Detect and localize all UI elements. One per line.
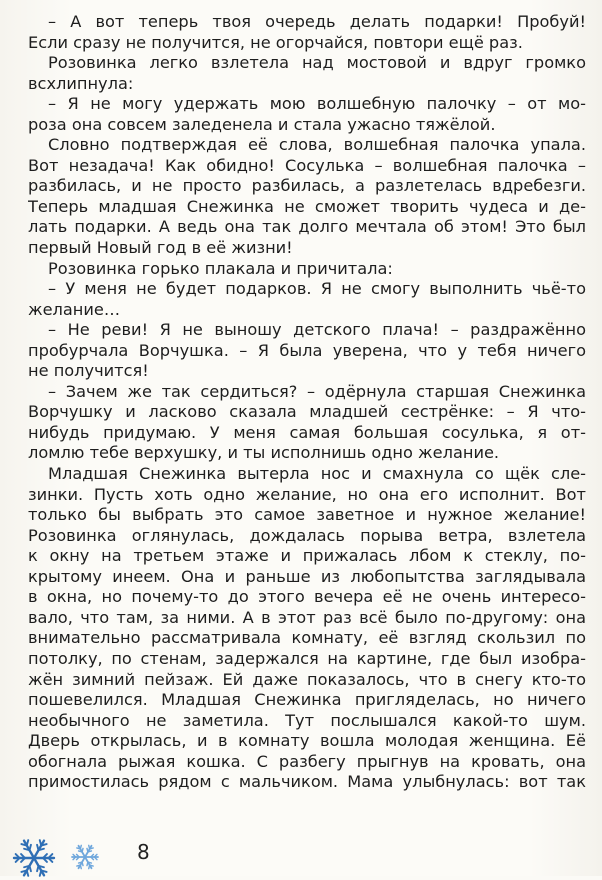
- text-line: Словно подтверждая её слова, волшебная палочка упала.: [48, 135, 586, 155]
- text-line: Вот незадача! Как обидно! Сосулька – волшебная палочка –: [28, 155, 586, 175]
- text-line: Если сразу не получится, не огорчайся, повтори ещё раз.: [28, 32, 523, 52]
- text-line: внимательно рассматривала комнату, её взгляд скользил по: [28, 628, 586, 648]
- text-line: жён зимний пейзаж. Ей даже показалось, что в снегу кто-то: [28, 669, 586, 689]
- text-line: к окну на третьем этаже и прижалась лбом к стеклу, по-: [28, 546, 586, 566]
- text-line: Младшая Снежинка вытерла нос и смахнула со щёк сле-: [48, 464, 586, 484]
- snowflake-icon: [12, 836, 56, 880]
- text-line: пошевелился. Младшая Снежинка пригляделась, но ничего: [28, 690, 586, 710]
- text-line: вало, что там, за ними. А в этот раз всё было по-другому: она: [28, 607, 586, 627]
- text-line: – Я не могу удержать мою волшебную палочку – от мо-: [48, 94, 586, 114]
- story-text: [28, 12, 586, 793]
- text-line: – А вот теперь твоя очередь делать подарки! Пробуй!: [48, 12, 586, 31]
- text-line: роза она совсем заледенела и стала ужасно тяжёлой.: [28, 114, 496, 134]
- text-line: желание…: [28, 299, 121, 319]
- text-line: крытому инеем. Она и раньше из любопытства заглядывала: [28, 566, 586, 586]
- text-line: всхлипнула:: [28, 73, 134, 93]
- text-line: необычного не заметила. Тут послышался какой-то шум.: [28, 710, 586, 730]
- page-number: 8: [137, 840, 150, 864]
- text-line: Розовинка легко взлетела над мостовой и вдруг громко: [48, 53, 586, 73]
- text-line: разбилась, и не просто разбилась, а разлетелась вдребезги.: [28, 176, 586, 196]
- text-line: ломлю тебе верхушку, и ты исполнишь одно желание.: [28, 443, 500, 463]
- snowflake-icon: [70, 842, 100, 872]
- text-line: пробурчала Ворчушка. – Я была уверена, что у тебя ничего: [28, 340, 586, 360]
- text-line: не получится!: [28, 361, 149, 381]
- text-line: нибудь придумаю. У меня самая большая сосулька, я от-: [28, 422, 586, 442]
- text-line: первый Новый год в её жизни!: [28, 238, 293, 258]
- text-line: Розовинка горько плакала и причитала:: [48, 258, 393, 278]
- text-line: – Не реви! Я не выношу детского плача! – раздражённо: [48, 320, 586, 340]
- text-line: зинки. Пусть хоть одно желание, но она его исполнит. Вот: [28, 484, 586, 504]
- text-line: – У меня не будет подарков. Я не смогу выполнить чьё-то: [48, 279, 586, 299]
- text-line: потолку, по стенам, задержался на картине, где был изобра-: [28, 648, 586, 668]
- text-line: обогнала рыжая кошка. С разбегу прыгнув на кровать, она: [28, 751, 586, 771]
- text-line: в окна, но почему-то до этого вечера её не очень интересо-: [28, 587, 586, 607]
- text-line: – Зачем же так сердиться? – одёрнула старшая Снежинка: [48, 381, 586, 401]
- text-line: Теперь младшая Снежинка не сможет творить чудеса и де-: [28, 196, 586, 216]
- text-line: Дверь открылась, и в комнату вошла молодая женщина. Её: [28, 731, 586, 751]
- text-line: Ворчушку и ласково сказала младшей сестрёнке: – Я что-: [28, 402, 586, 422]
- text-line: Розовинка оглянулась, дождалась порыва ветра, взлетела: [28, 525, 586, 545]
- text-line: примостилась рядом с мальчиком. Мама улыбнулась: вот так: [28, 772, 586, 792]
- text-line: только бы выбрать это самое заветное и нужное желание!: [28, 505, 586, 525]
- text-line: лать подарки. А ведь она так долго мечтала об этом! Это был: [28, 217, 586, 237]
